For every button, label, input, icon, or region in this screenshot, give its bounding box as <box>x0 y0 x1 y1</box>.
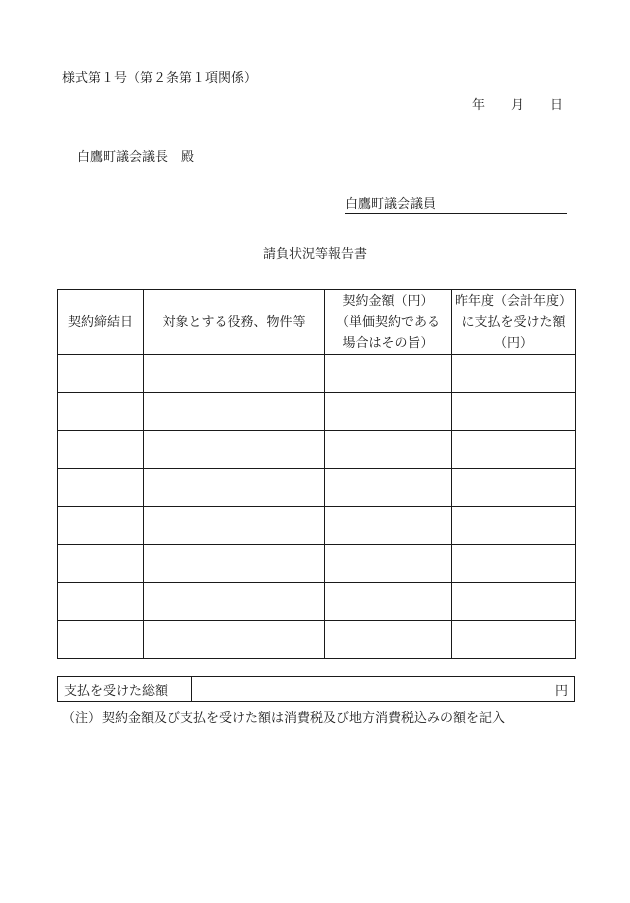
reporter-label: 白鷹町議会議員 <box>345 197 437 212</box>
table-cell[interactable] <box>452 583 576 621</box>
table-cell[interactable] <box>58 621 144 659</box>
header-subject: 対象とする役務、物件等 <box>144 290 325 355</box>
table-row <box>58 583 576 621</box>
table-cell[interactable] <box>58 431 144 469</box>
table-cell[interactable] <box>58 469 144 507</box>
table-cell[interactable] <box>58 393 144 431</box>
table-cell[interactable] <box>144 621 325 659</box>
total-amount-field[interactable] <box>192 677 575 702</box>
total-unit: 円 <box>554 683 568 699</box>
table-cell[interactable] <box>325 355 452 393</box>
table-cell[interactable] <box>58 545 144 583</box>
table-cell[interactable] <box>325 469 452 507</box>
footnote <box>62 707 505 726</box>
table-cell[interactable] <box>452 355 576 393</box>
table-cell[interactable] <box>144 507 325 545</box>
table-cell[interactable] <box>325 545 452 583</box>
header-contract-date: 契約締結日 <box>58 290 144 355</box>
table-cell[interactable] <box>325 621 452 659</box>
footnote-text: 契約金額及び支払を受けた額は消費税及び地方消費税込みの額を記入 <box>102 711 506 726</box>
table-row <box>58 431 576 469</box>
table-cell[interactable] <box>325 431 452 469</box>
table-cell[interactable] <box>325 583 452 621</box>
header-paid-amount: 昨年度（会計年度） に支払を受けた額 （円） <box>452 290 576 355</box>
total-label: 支払を受けた総額 <box>58 677 192 702</box>
addressee: 白鷹町議会議長 殿 <box>77 150 195 165</box>
table-cell[interactable] <box>325 507 452 545</box>
form-number: 様式第１号（第２条第１項関係） <box>62 71 258 86</box>
table-row <box>58 355 576 393</box>
table-cell[interactable] <box>452 621 576 659</box>
table-row <box>58 469 576 507</box>
table-cell[interactable] <box>58 583 144 621</box>
table-cell[interactable] <box>58 507 144 545</box>
table-cell[interactable] <box>144 583 325 621</box>
report-table <box>57 289 576 659</box>
table-row <box>58 507 576 545</box>
table-cell[interactable] <box>144 469 325 507</box>
date-line <box>472 94 563 113</box>
date-year-label: 年 <box>472 98 486 113</box>
total-table <box>57 676 575 702</box>
date-day-label: 日 <box>550 98 564 113</box>
total-row <box>58 677 575 702</box>
table-cell[interactable] <box>452 545 576 583</box>
table-row <box>58 545 576 583</box>
table-cell[interactable] <box>452 469 576 507</box>
table-header-row <box>58 290 576 355</box>
table-cell[interactable] <box>144 431 325 469</box>
table-cell[interactable] <box>452 431 576 469</box>
reporter-field[interactable] <box>345 193 567 214</box>
table-cell[interactable] <box>452 393 576 431</box>
table-row <box>58 393 576 431</box>
table-cell[interactable] <box>325 393 452 431</box>
table-cell[interactable] <box>144 545 325 583</box>
document-title: 請負状況等報告書 <box>262 247 367 262</box>
table-cell[interactable] <box>58 355 144 393</box>
table-cell[interactable] <box>144 355 325 393</box>
table-cell[interactable] <box>452 507 576 545</box>
footnote-mark: （注） <box>62 711 102 726</box>
table-row <box>58 621 576 659</box>
header-contract-amount: 契約金額（円） （単価契約である 場合はその旨） <box>325 290 452 355</box>
table-cell[interactable] <box>144 393 325 431</box>
date-month-label: 月 <box>511 98 525 113</box>
